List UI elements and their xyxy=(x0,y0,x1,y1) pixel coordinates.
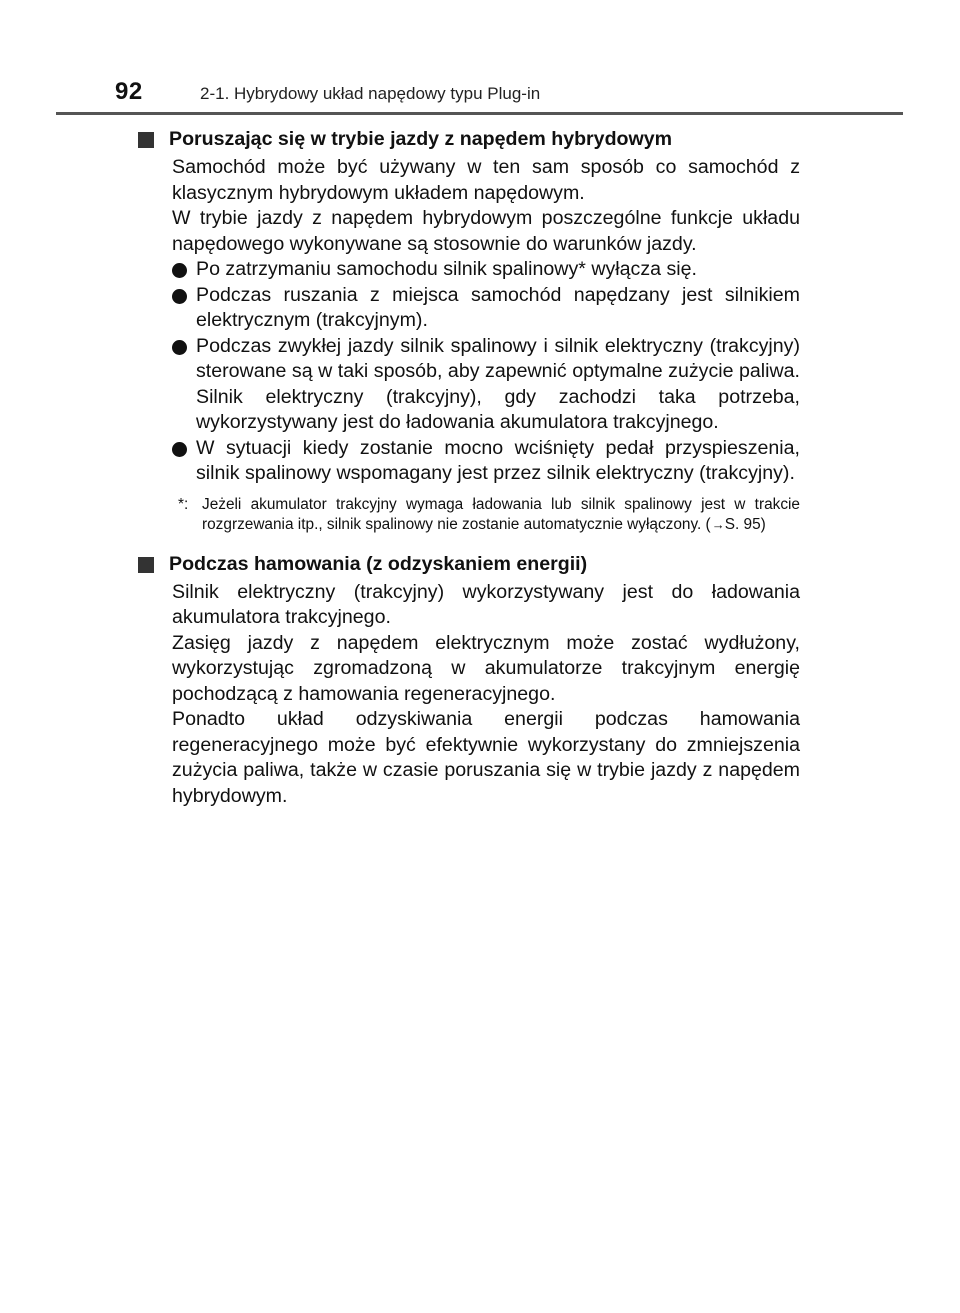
bullet-list xyxy=(172,257,800,487)
header-divider xyxy=(56,112,903,115)
round-bullet-icon xyxy=(172,289,187,304)
list-item xyxy=(172,436,800,487)
section-regenerative-braking xyxy=(138,550,800,810)
section-title: 2-1. Hybrydowy układ napędowy typu Plug-in xyxy=(200,84,541,103)
round-bullet-icon xyxy=(172,442,187,457)
paragraph: Zasięg jazdy z napędem elektrycznym może zostać wydłużony, wykorzystując zgromadzoną w akumulatorze trakcyjnym energię pochodzącą z hamowania regeneracyjnego. xyxy=(172,631,800,705)
list-item xyxy=(172,257,800,283)
section-hybrid-mode xyxy=(138,125,800,536)
square-bullet-icon xyxy=(138,132,154,148)
section-heading-text: Podczas hamowania (z odzyskaniem energii) xyxy=(169,552,588,575)
section-heading-text: Poruszając się w trybie jazdy z napędem hybrydowym xyxy=(169,128,673,151)
right-arrow-icon: → xyxy=(711,517,725,532)
square-bullet-icon xyxy=(138,557,154,573)
page-header xyxy=(0,0,960,115)
paragraph: Ponadto układ odzyskiwania energii podczas hamowania regeneracyjnego może być efektywnie wykorzystany do zmniejszenia zużycia paliwa, także w czasie poruszania się w trybie jazdy z napędem hybrydowym. xyxy=(172,708,800,807)
paragraph: Samochód może być używany w ten sam sposób co samochód z klasycznym hybrydowym układem napędowym. xyxy=(172,156,800,204)
round-bullet-icon xyxy=(172,340,187,355)
round-bullet-icon xyxy=(172,263,187,278)
list-item-text: W sytuacji kiedy zostanie mocno wciśnięty pedał przyspieszenia, silnik spalinowy wspomagany jest przez silnik elektryczny (trakcyjny). xyxy=(196,436,800,484)
page-number: 92 xyxy=(115,78,143,105)
paragraph: Silnik elektryczny (trakcyjny) wykorzystywany jest do ładowania akumulatora trakcyjnego. xyxy=(172,580,800,628)
section-heading xyxy=(138,125,800,155)
page-reference-link[interactable]: S. 95) xyxy=(724,516,766,533)
section-heading xyxy=(138,550,800,580)
footnote-text: Jeżeli akumulator trakcyjny wymaga ładowania lub silnik spalinowy jest w trakcie rozgrzewania itp., silnik spalinowy nie zostanie automatycznie wyłączony. ( xyxy=(202,495,800,533)
list-item-text: Po zatrzymaniu samochodu silnik spalinowy* wyłącza się. xyxy=(196,258,697,280)
list-item xyxy=(172,334,800,436)
footnote xyxy=(178,495,800,536)
paragraph: W trybie jazdy z napędem hybrydowym poszczególne funkcje układu napędowego wykonywane są stosownie do warunków jazdy. xyxy=(172,207,800,255)
page-content xyxy=(138,125,800,809)
list-item xyxy=(172,283,800,334)
list-item-text: Podczas ruszania z miejsca samochód napędzany jest silnikiem elektrycznym (trakcyjnym). xyxy=(196,283,800,331)
list-item-text: Podczas zwykłej jazdy silnik spalinowy i silnik elektryczny (trakcyjny) sterowane są w taki sposób, aby zapewnić optymalne zużycie paliwa. Silnik elektryczny (trakcyjny), gdy zachodzi taka potrzeba, wykorzystywany jest do ładowania akumulatora trakcyjnego. xyxy=(196,334,800,433)
footnote-marker: *: xyxy=(178,495,189,513)
